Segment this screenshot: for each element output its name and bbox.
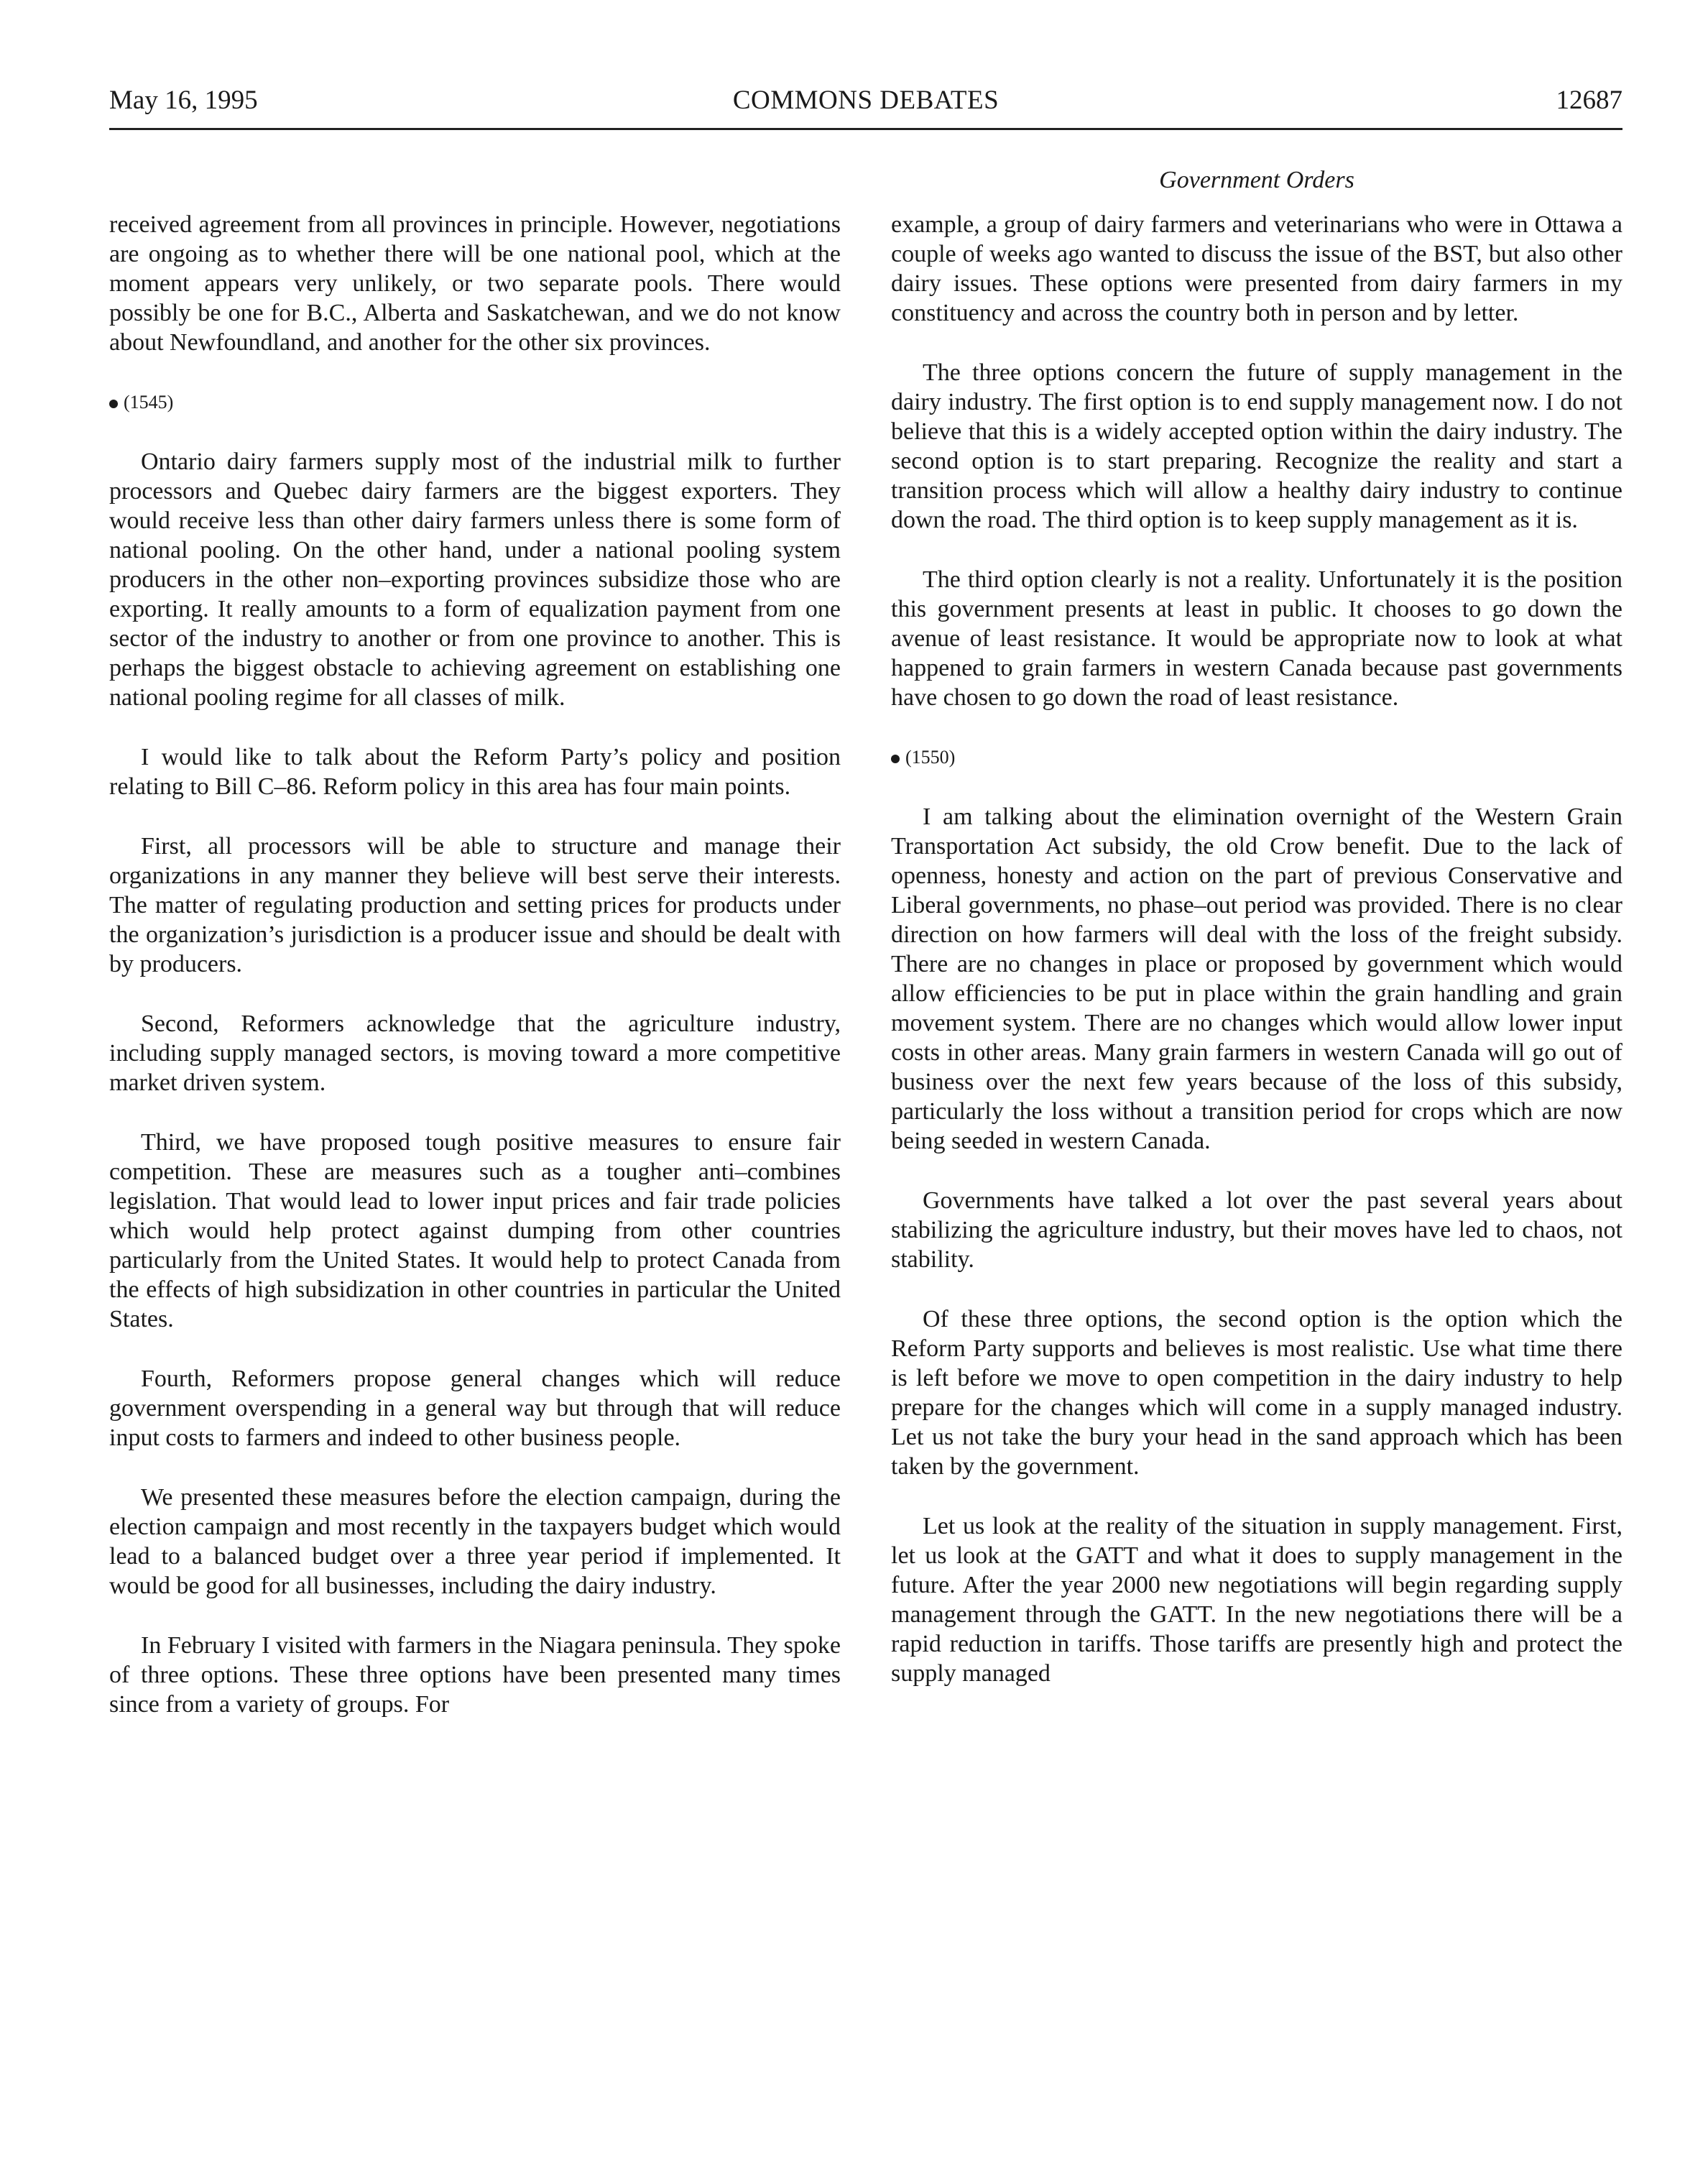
header-title: COMMONS DEBATES [732,86,1000,115]
time-marker [109,387,841,417]
paragraph: Fourth, Reformers propose general changes which will reduce government overspending in a general way but through that will reduce input costs to farmers and indeed to other business people. [109,1366,841,1451]
header-date: May 16, 1995 [109,86,258,115]
section-title: Government Orders [1159,167,1354,193]
paragraph: I am talking about the elimination overnight of the Western Grain Transportation Act subsidy, the old Crow benefit. Due to the lack of openness, honesty and action on the part of previous Conservative and Liberal governments, no phase–out period was provided. There is no clear direction on how farmers will deal with the loss of the freight subsidy. There are no changes in place or proposed by government which would allow efficiencies to be put in place within the grain handling and grain movement system. There are no changes which would allow lower input costs in other areas. Many grain farmers in western Canada will go out of business over the next few years because of the loss of this subsidy, particularly the loss without a transition period for crops which are now being seeded in western Canada. [891,803,1622,1154]
header-rule [109,128,1622,130]
paragraph: First, all processors will be able to structure and manage their organizations in any manner they believe will best serve their interests. The matter of regulating production and setting prices for products under the organization’s jurisdiction is a producer issue and should be dealt with by producers. [109,833,841,977]
paragraph: example, a group of dairy farmers and veterinarians who were in Ottawa a couple of weeks ago wanted to discuss the issue of the BST, but also other dairy issues. These options were presented from dairy farmers in my constituency and across the country both in person and by letter. [891,211,1622,326]
paragraph: Ontario dairy farmers supply most of the industrial milk to further processors and Quebec dairy farmers are the biggest exporters. They would receive less than other dairy farmers unless there is some form of national pooling. On the other hand, under a national pooling system producers in the other non–exporting provinces subsidize those who are exporting. It really amounts to a form of equalization payment from one sector of the industry to another or from one province to another. This is perhaps the biggest obstacle to achieving agreement on establishing one national pooling regime for all classes of milk. [109,448,841,711]
paragraph: The three options concern the future of supply management in the dairy industry. The first option is to end supply management now. I do not believe that this is a widely accepted option within the dairy industry. The second option is to start preparing. Recognize the reality and start a transition process which will allow a healthy dairy industry to continue down the road. The third option is to keep supply management as it is. [891,359,1622,533]
left-column [109,210,841,1749]
paragraph: Governments have talked a lot over the past several years about stabilizing the agriculture industry, but their moves have led to chaos, not stability. [891,1187,1622,1273]
right-column [891,210,1622,1718]
header-page-number: 12687 [1556,86,1622,115]
bullet-icon [109,400,118,408]
time-marker-label: (1545) [124,392,174,413]
time-marker [891,742,1622,772]
paragraph: Third, we have proposed tough positive measures to ensure fair competition. These are measures such as a tougher anti–combines legislation. That would lead to lower input prices and fair trade policies which would help protect against dumping from other countries particularly from the United States. It would help to protect Canada from the effects of high subsidization in other countries in particular the United States. [109,1129,841,1332]
paragraph: Let us look at the reality of the situation in supply management. First, let us look at the GATT and what it does to supply management in the future. After the year 2000 new negotiations will begin regarding supply management through the GATT. In the new negotiations there will be a rapid reduction in tariffs. Those tariffs are presently high and protect the supply managed [891,1513,1622,1687]
paragraph: Second, Reformers acknowledge that the agriculture industry, including supply managed sectors, is moving toward a more competitive market driven system. [109,1010,841,1096]
time-marker-label: (1550) [905,747,956,768]
page-header [109,85,1622,128]
paragraph: received agreement from all provinces in principle. However, negotiations are ongoing as to whether there will be one national pool, which at the moment appears very unlikely, or two separate pools. There would possibly be one for B.C., Alberta and Saskatchewan, and we do not know about Newfoundland, and another for the other six provinces. [109,211,841,356]
paragraph: In February I visited with farmers in the Niagara peninsula. They spoke of three options. These three options have been presented many times since from a variety of groups. For [109,1632,841,1718]
paragraph: We presented these measures before the election campaign, during the election campaign and most recently in the taxpayers budget which would lead to a balanced budget over a three year period if implemented. It would be good for all businesses, including the dairy industry. [109,1484,841,1599]
paragraph: I would like to talk about the Reform Party’s policy and position relating to Bill C–86. Reform policy in this area has four main points. [109,744,841,800]
bullet-icon [891,755,900,763]
paragraph: Of these three options, the second option is the option which the Reform Party supports and believes is most realistic. Use what time there is left before we move to open competition in the dairy industry to help prepare for the changes which will come in a supply managed industry. Let us not take the bury your head in the sand approach which has been taken by the government. [891,1306,1622,1480]
paragraph: The third option clearly is not a reality. Unfortunately it is the position this government presents at least in public. It chooses to go down the avenue of least resistance. It would be appropriate now to look at what happened to grain farmers in western Canada because past governments have chosen to go down the road of least resistance. [891,566,1622,711]
